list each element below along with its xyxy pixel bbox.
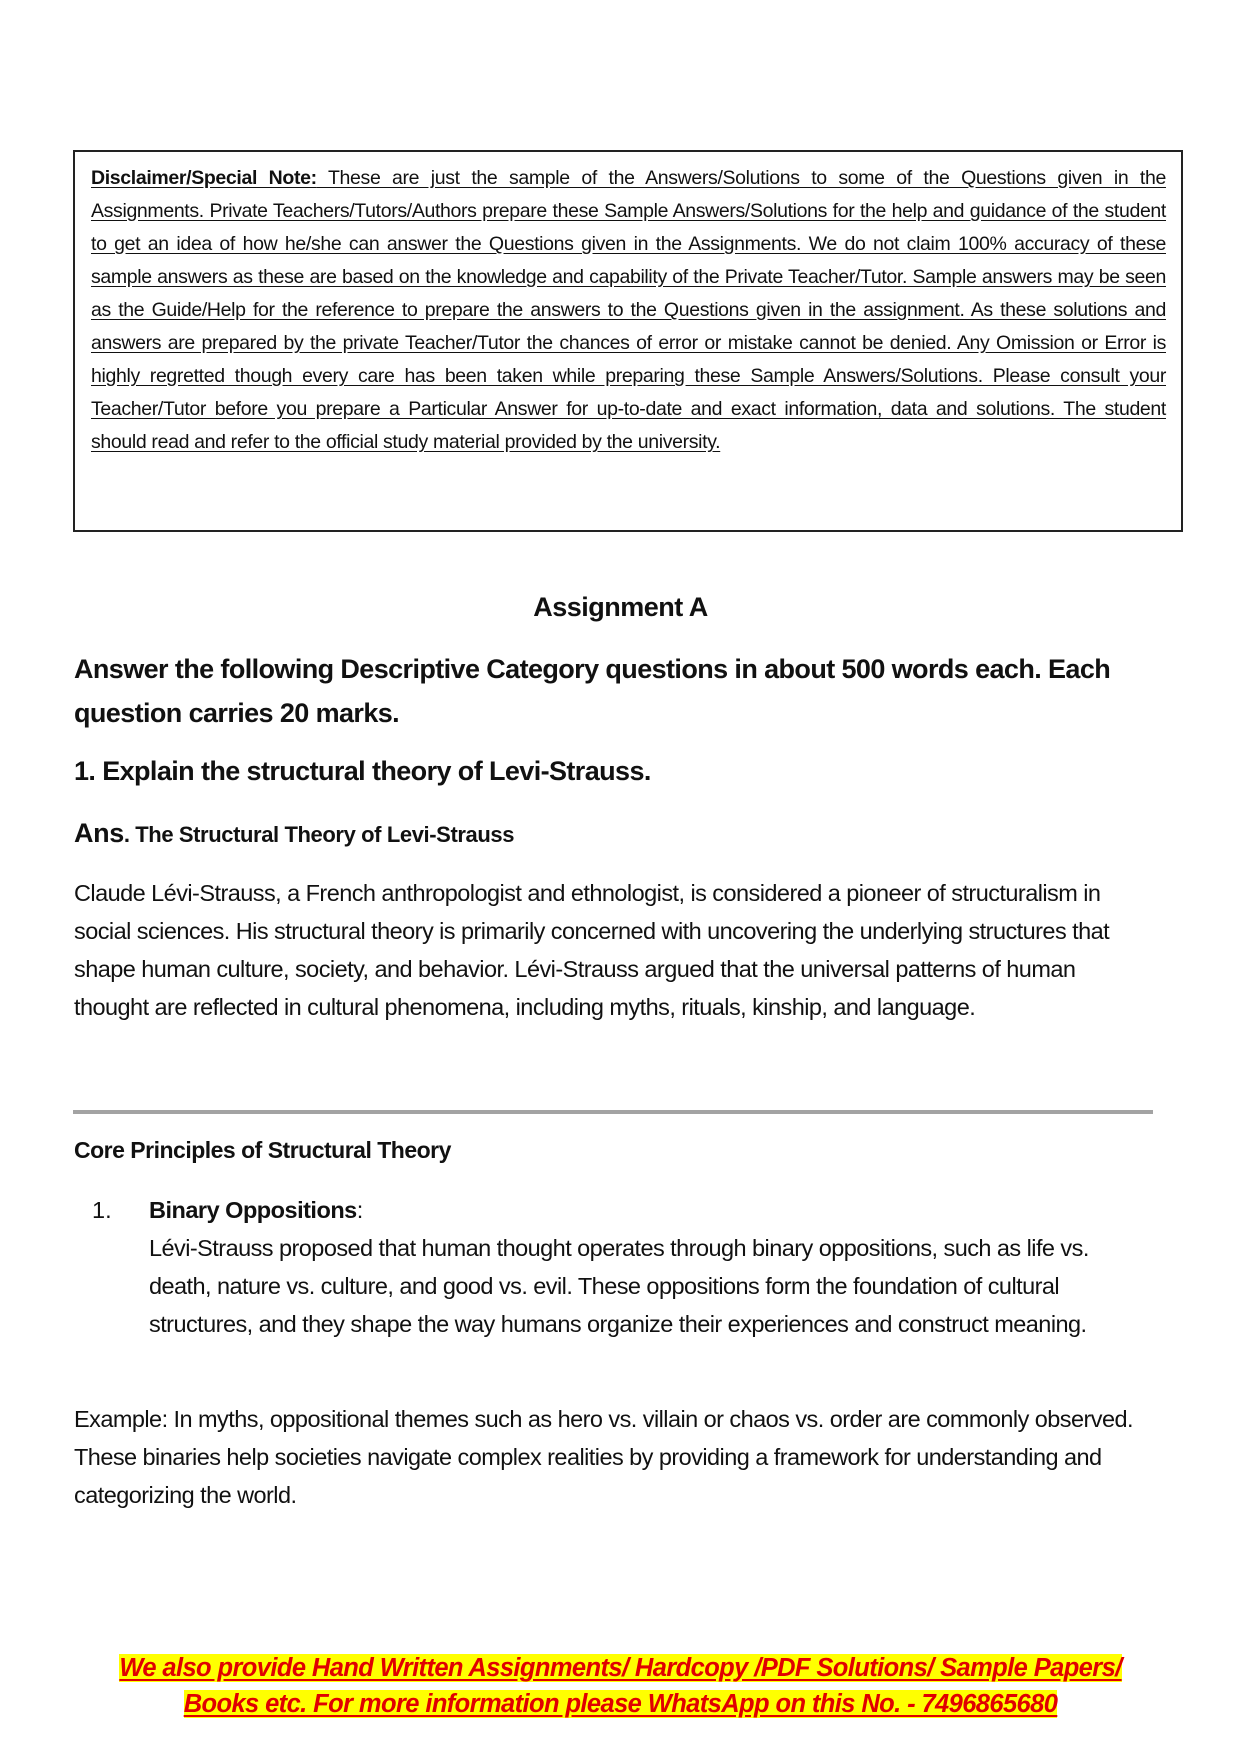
list-item-title-suffix: : [356, 1197, 363, 1223]
section-heading: Core Principles of Structural Theory [74, 1137, 451, 1163]
list-item-body: Lévi-Strauss proposed that human thought operates through binary oppositions, such as life vs. death, nature vs. culture, and good vs. evil. These oppositions form the foundation of cultural structures, and they shape the way humans organize their experiences and construct meaning. [149, 1235, 1089, 1337]
list-item-number: 1. [92, 1197, 112, 1223]
intro-paragraph: Claude Lévi-Strauss, a French anthropologist and ethnologist, is considered a pioneer of structuralism in social sciences. His structural theory is primarily concerned with uncovering the underlying structures that shape human culture, society, and behavior. Lévi-Strauss argued that the universal patterns of human thought are reflected in cultural phenomena, including myths, rituals, kinship, and language. [74, 880, 1110, 1020]
list-item-title [149, 1191, 1154, 1229]
disclaimer-label: Disclaimer/Special Note: [91, 167, 317, 189]
list-item-title-bold: Binary Oppositions [149, 1197, 357, 1223]
answer-prefix: Ans [74, 818, 124, 848]
assignment-instructions: Answer the following Descriptive Category questions in about 500 words each. Each question carries 20 marks. [74, 654, 1111, 728]
disclaimer-text [91, 162, 1166, 459]
answer-heading [74, 818, 514, 849]
footer-promo [0, 1650, 1241, 1722]
list-item [74, 1191, 1154, 1343]
horizontal-divider [73, 1110, 1153, 1114]
principles-list [74, 1191, 1154, 1343]
assignment-title: Assignment A [533, 592, 708, 622]
question-heading: 1. Explain the structural theory of Levi-Strauss. [74, 756, 651, 786]
disclaimer-body: These are just the sample of the Answers/Solutions to some of the Questions given in the Assignments. Private Teachers/Tutors/Authors prepare these Sample Answers/Solutions for the help and guidance of the student to get an idea of how he/she can answer the Questions given in the Assignments. We do not claim 100% accuracy of these sample answers as these are based on the knowledge and capability of the Private Teacher/Tutor. Sample answers may be seen as the Guide/Help for the reference to prepare the answers to the Questions given in the assignment. As these solutions and answers are prepared by the private Teacher/Tutor the chances of error or mistake cannot be denied. Any Omission or Error is highly regretted though every care has been taken while preparing these Sample Answers/Solutions. Please consult your Teacher/Tutor before you prepare a Particular Answer for up-to-date and exact information, data and solutions. The student should read and refer to the official study material provided by the university. [91, 167, 1166, 453]
example-paragraph: Example: In myths, oppositional themes such as hero vs. villain or chaos vs. order are commonly observed. These binaries help societies navigate complex realities by providing a framework for understanding and categorizing the world. [74, 1406, 1134, 1508]
disclaimer-box [73, 150, 1183, 532]
footer-line-2: Books etc. For more information please WhatsApp on this No. - 7496865680 [183, 1690, 1058, 1718]
answer-title: . The Structural Theory of Levi-Strauss [123, 822, 515, 847]
footer-line-1: We also provide Hand Written Assignments/ Hardcopy /PDF Solutions/ Sample Papers/ [119, 1654, 1122, 1682]
